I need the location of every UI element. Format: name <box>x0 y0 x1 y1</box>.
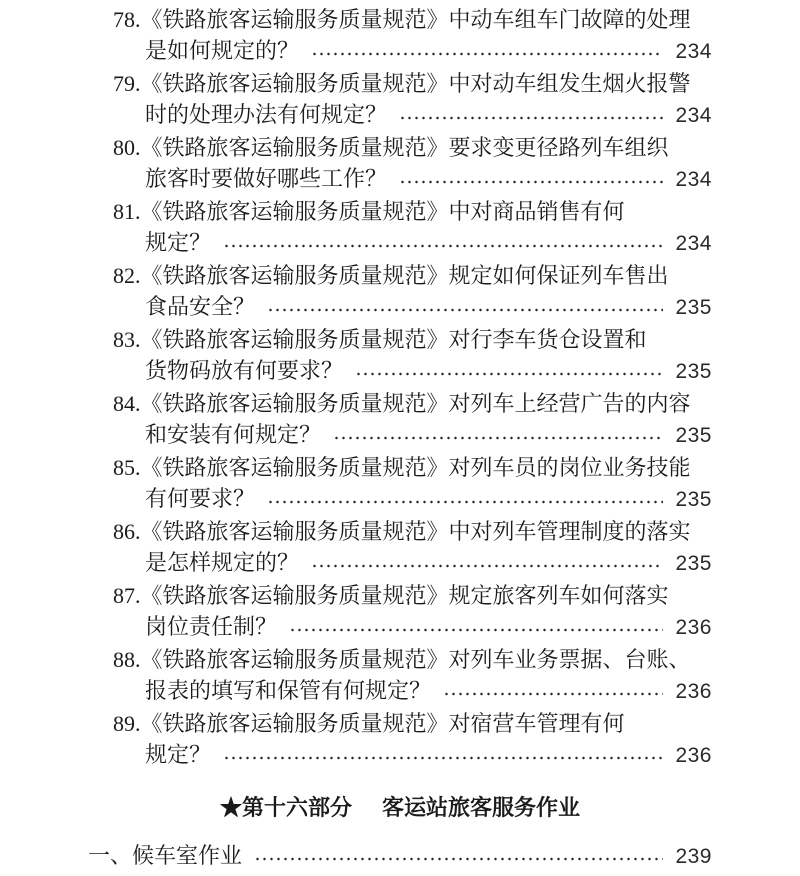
dot-leader <box>311 36 663 68</box>
entry-number: 87. <box>113 583 141 608</box>
entry-title-first-line: 《铁路旅客运输服务质量规范》对列车员的岗位业务技能 <box>140 456 691 481</box>
toc-entry <box>113 644 712 708</box>
section-title: 客运站旅客服务作业 <box>382 795 581 821</box>
page-number: 235 <box>675 552 712 575</box>
entry-first-line <box>113 4 712 36</box>
entry-title-first-line: 《铁路旅客运输服务质量规范》规定如何保证列车售出 <box>140 264 669 289</box>
dot-leader <box>355 356 663 388</box>
entry-first-line <box>113 132 712 164</box>
entry-title-second-line: 规定？ <box>145 231 212 256</box>
entry-title-second-line: 时的处理办法有何规定？ <box>145 103 388 128</box>
toc-entry <box>113 260 712 324</box>
entry-number: 78. <box>113 7 141 32</box>
entry-second-line <box>145 292 712 324</box>
page-number: 235 <box>675 296 712 319</box>
dot-leader <box>399 100 663 132</box>
toc-entry <box>113 196 712 260</box>
dot-leader <box>254 841 663 873</box>
entry-first-line <box>113 580 712 612</box>
page-number: 234 <box>675 232 712 255</box>
section-part-label: ★第十六部分 <box>219 795 352 821</box>
entry-title-first-line: 《铁路旅客运输服务质量规范》要求变更径路列车组织 <box>140 136 669 161</box>
entry-number: 81. <box>113 199 141 224</box>
dot-leader <box>223 740 663 772</box>
dot-leader <box>311 548 663 580</box>
entry-first-line <box>113 68 712 100</box>
toc-subentry <box>88 841 712 873</box>
toc-entry-list <box>113 4 712 772</box>
dot-leader <box>333 420 663 452</box>
entry-second-line <box>145 356 712 388</box>
dot-leader <box>399 164 663 196</box>
entry-second-line <box>145 420 712 452</box>
entry-title-first-line: 《铁路旅客运输服务质量规范》规定旅客列车如何落实 <box>140 584 669 609</box>
entry-title-first-line: 《铁路旅客运输服务质量规范》中对动车组发生烟火报警 <box>140 72 691 97</box>
entry-number: 79. <box>113 71 141 96</box>
entry-title-first-line: 《铁路旅客运输服务质量规范》对列车上经营广告的内容 <box>140 392 691 417</box>
page-number: 236 <box>675 744 712 767</box>
page-number: 234 <box>675 40 712 63</box>
entry-number: 88. <box>113 647 141 672</box>
entry-second-line <box>145 484 712 516</box>
entry-title-second-line: 规定？ <box>145 743 212 768</box>
toc-entry <box>113 132 712 196</box>
entry-title-first-line: 《铁路旅客运输服务质量规范》对行李车货仓设置和 <box>140 328 647 353</box>
entry-title-second-line: 食品安全？ <box>145 295 256 320</box>
dot-leader <box>267 292 663 324</box>
page-number: 236 <box>675 680 712 703</box>
entry-second-line <box>145 100 712 132</box>
toc-entry <box>113 580 712 644</box>
entry-title-first-line: 《铁路旅客运输服务质量规范》中动车组车门故障的处理 <box>140 8 691 33</box>
section-heading <box>0 792 800 824</box>
entry-title-second-line: 货物码放有何要求？ <box>145 359 344 384</box>
page-number: 239 <box>675 845 712 868</box>
page-number: 235 <box>675 488 712 511</box>
toc-entry <box>113 4 712 68</box>
toc-entry <box>113 708 712 772</box>
entry-title-second-line: 和安装有何规定？ <box>145 423 322 448</box>
entry-first-line <box>113 196 712 228</box>
entry-first-line <box>113 516 712 548</box>
entry-title-second-line: 岗位责任制？ <box>145 615 278 640</box>
entry-second-line <box>145 740 712 772</box>
entry-title-first-line: 《铁路旅客运输服务质量规范》中对列车管理制度的落实 <box>140 520 691 545</box>
entry-second-line <box>145 164 712 196</box>
toc-entry <box>113 68 712 132</box>
toc-entry <box>113 388 712 452</box>
entry-title-second-line: 是怎样规定的？ <box>145 551 300 576</box>
dot-leader <box>289 612 663 644</box>
entry-number: 83. <box>113 327 141 352</box>
toc-entry <box>113 516 712 580</box>
entry-second-line <box>145 676 712 708</box>
entry-second-line <box>145 228 712 260</box>
page-number: 235 <box>675 360 712 383</box>
entry-number: 80. <box>113 135 141 160</box>
dot-leader <box>223 228 663 260</box>
entry-first-line <box>113 260 712 292</box>
entry-first-line <box>113 708 712 740</box>
entry-title-first-line: 《铁路旅客运输服务质量规范》对宿营车管理有何 <box>140 712 625 737</box>
entry-first-line <box>113 644 712 676</box>
entry-number: 85. <box>113 455 141 480</box>
page-number: 235 <box>675 424 712 447</box>
entry-number: 84. <box>113 391 141 416</box>
entry-first-line <box>113 452 712 484</box>
entry-second-line <box>145 612 712 644</box>
entry-number: 86. <box>113 519 141 544</box>
entry-second-line <box>145 548 712 580</box>
entry-second-line <box>145 36 712 68</box>
entry-title-first-line: 《铁路旅客运输服务质量规范》对列车业务票据、台账、 <box>140 648 691 673</box>
entry-title-second-line: 是如何规定的？ <box>145 39 300 64</box>
entry-number: 89. <box>113 711 141 736</box>
page-number: 234 <box>675 104 712 127</box>
entry-first-line <box>113 388 712 420</box>
entry-first-line <box>113 324 712 356</box>
entry-title-second-line: 报表的填写和保管有何规定？ <box>145 679 432 704</box>
entry-number: 82. <box>113 263 141 288</box>
toc-entry <box>113 452 712 516</box>
entry-title-second-line: 旅客时要做好哪些工作？ <box>145 167 388 192</box>
page-number: 236 <box>675 616 712 639</box>
toc-entry <box>113 324 712 388</box>
dot-leader <box>443 676 663 708</box>
subentry-title: 一、候车室作业 <box>88 844 243 869</box>
dot-leader <box>267 484 663 516</box>
entry-title-first-line: 《铁路旅客运输服务质量规范》中对商品销售有何 <box>140 200 625 225</box>
page-number: 234 <box>675 168 712 191</box>
entry-title-second-line: 有何要求？ <box>145 487 256 512</box>
